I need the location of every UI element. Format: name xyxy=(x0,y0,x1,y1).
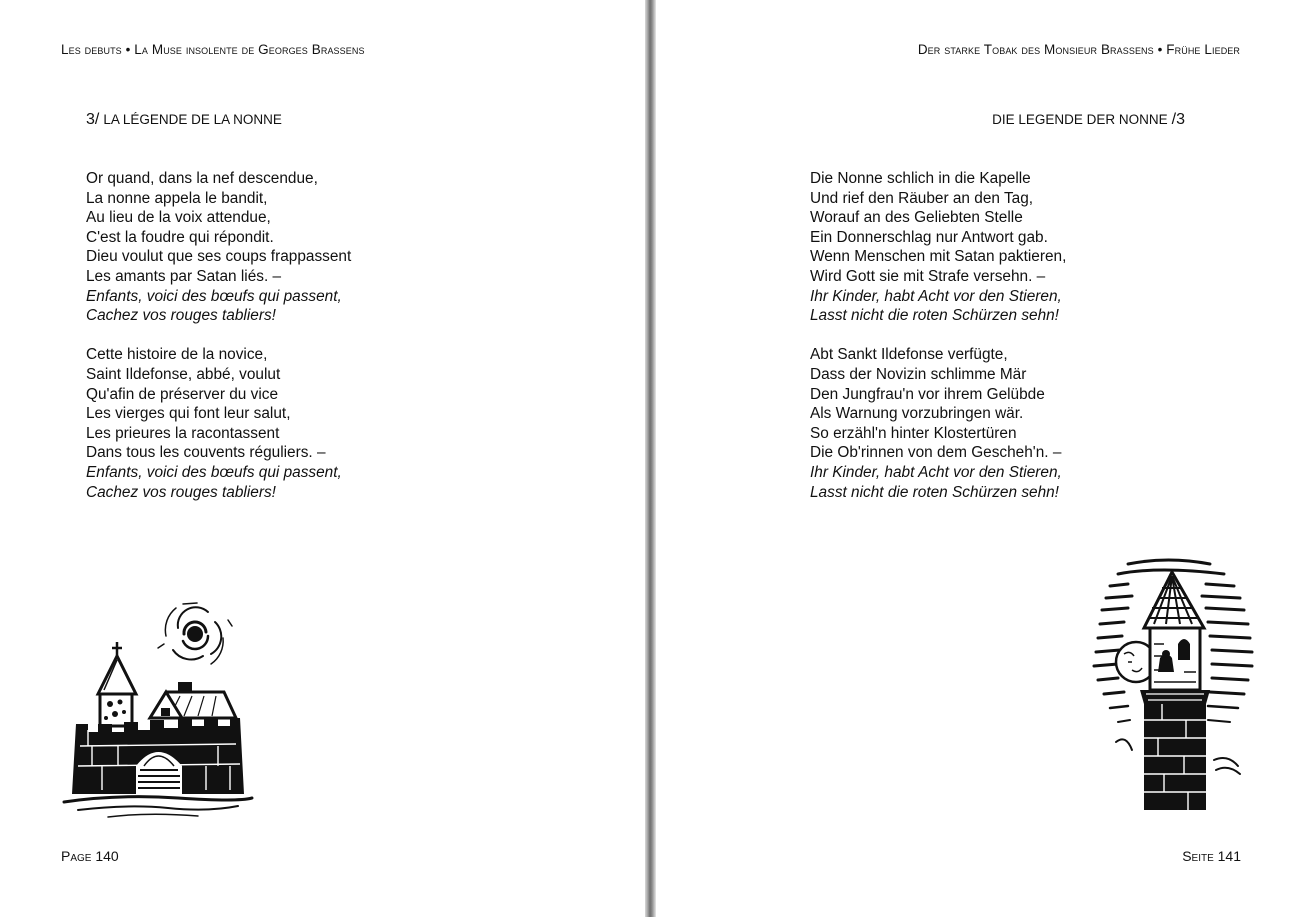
verse-line: Wenn Menschen mit Satan paktieren, xyxy=(810,248,1067,266)
refrain-line: Ihr Kinder, habt Acht vor den Stieren, xyxy=(810,287,1062,305)
verse-line: Den Jungfrau'n vor ihrem Gelübde xyxy=(810,385,1045,403)
refrain-line: Ihr Kinder, habt Acht vor den Stieren, xyxy=(810,463,1062,481)
verse-line: Cette histoire de la novice, xyxy=(86,346,268,364)
refrain-line: Enfants, voici des bœufs qui passent, xyxy=(86,287,342,305)
song-number-left: 3/ xyxy=(86,111,100,128)
verse-line: Worauf an des Geliebten Stelle xyxy=(810,209,1023,227)
song-title-text-right: DIE LEGENDE DER NONNE xyxy=(992,112,1168,127)
moat-water xyxy=(64,797,252,817)
song-title-text-left: LA LÉGENDE DE LA NONNE xyxy=(103,112,282,127)
verse-line: Abt Sankt Ildefonse verfügte, xyxy=(810,346,1008,364)
right-page xyxy=(656,0,1300,917)
poem-left xyxy=(86,169,351,522)
verse-line: Die Nonne schlich in die Kapelle xyxy=(810,170,1031,187)
verse-line: Au lieu de la voix attendue, xyxy=(86,209,271,227)
moon-swirl xyxy=(158,603,232,664)
stanza-2-right xyxy=(810,345,1066,502)
left-page xyxy=(0,0,645,917)
stanza-1-left xyxy=(86,169,351,326)
castle-illustration xyxy=(58,598,258,820)
castle-wall xyxy=(72,718,244,794)
chapel-steeple xyxy=(98,642,136,726)
verse-line: So erzähl'n hinter Klostertüren xyxy=(810,424,1017,442)
verse-line: Wird Gott sie mit Strafe versehn. – xyxy=(810,267,1046,285)
verse-line: La nonne appela le bandit, xyxy=(86,189,268,207)
tower-roof xyxy=(1144,572,1204,628)
tower-balcony xyxy=(1140,690,1210,704)
song-number-right: /3 xyxy=(1171,111,1185,128)
tower-top xyxy=(1150,628,1200,690)
verse-line: Les prieures la racontassent xyxy=(86,424,280,442)
book-gutter xyxy=(645,0,656,917)
page-number-right: Seite 141 xyxy=(1182,848,1241,864)
refrain-line: Lasst nicht die roten Schürzen sehn! xyxy=(810,307,1059,325)
page-number-left: Page 140 xyxy=(61,848,119,864)
running-head-right: Der starke Tobak des Monsieur Brassens • Frühe Lieder xyxy=(917,42,1240,57)
verse-line: Dans tous les couvents réguliers. – xyxy=(86,444,326,462)
refrain-line: Enfants, voici des bœufs qui passent, xyxy=(86,463,342,481)
song-title-left xyxy=(86,111,282,129)
verse-line: Les amants par Satan liés. – xyxy=(86,267,282,285)
refrain-line: Cachez vos rouges tabliers! xyxy=(86,307,276,325)
tower-illustration xyxy=(1088,554,1258,816)
verse-line: Dass der Novizin schlimme Mär xyxy=(810,365,1027,383)
stanza-2-left xyxy=(86,345,351,502)
verse-line: Saint Ildefonse, abbé, voulut xyxy=(86,365,281,383)
verse-line: Ein Donnerschlag nur Antwort gab. xyxy=(810,228,1048,246)
verse-line: Qu'afin de préserver du vice xyxy=(86,385,278,403)
running-head-left: Les debuts • La Muse insolente de Georges Brassens xyxy=(61,42,365,57)
poem-right xyxy=(810,169,1066,522)
verse-line: C'est la foudre qui répondit. xyxy=(86,228,274,246)
refrain-line: Cachez vos rouges tabliers! xyxy=(86,483,276,501)
tower-shaft xyxy=(1144,704,1206,810)
stanza-1-right xyxy=(810,169,1066,326)
verse-line: Als Warnung vorzubringen wär. xyxy=(810,405,1024,423)
verse-line: Die Ob'rinnen von dem Gescheh'n. – xyxy=(810,444,1062,462)
house-roof xyxy=(150,682,236,718)
song-title-right xyxy=(992,111,1185,129)
refrain-line: Lasst nicht die roten Schürzen sehn! xyxy=(810,483,1059,501)
verse-line: Und rief den Räuber an den Tag, xyxy=(810,189,1034,207)
verse-line: Or quand, dans la nef descendue, xyxy=(86,170,318,187)
verse-line: Dieu voulut que ses coups frappassent xyxy=(86,248,352,266)
verse-line: Les vierges qui font leur salut, xyxy=(86,405,291,423)
